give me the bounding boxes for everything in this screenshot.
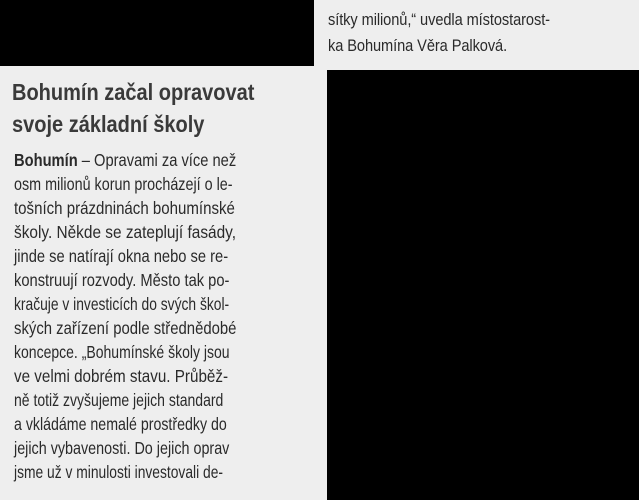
headline-line: Bohumín začal opravovat	[12, 79, 255, 105]
body-line: ně totiž zvyšujeme jejich standard	[14, 390, 224, 410]
continuation-line: ka Bohumína Věra Palková.	[328, 36, 508, 55]
dateline: Bohumín	[14, 150, 78, 170]
headline-line: svoje základní školy	[12, 111, 205, 137]
body-line: jejich vybavenosti. Do jejich oprav	[14, 438, 230, 458]
body-line: školy. Někde se zateplují fasády,	[14, 222, 236, 242]
body-line: koncepce. „Bohumínské školy jsou	[14, 342, 230, 362]
body-line: a vkládáme nemalé prostředky do	[14, 414, 227, 434]
body-line: osm milionů korun procházejí o le-	[14, 174, 233, 194]
body-line: jinde se natírají okna nebo se re-	[14, 246, 229, 266]
body-line: jsme už v minulosti investovali de-	[14, 462, 223, 482]
article-column	[0, 66, 327, 500]
body-line: ských zařízení podle střednědobé	[14, 318, 237, 338]
body-line: kračuje v investicích do svých škol-	[14, 294, 230, 314]
article-first-line	[14, 150, 236, 171]
body-line: tošních prázdninách bohumínské	[14, 198, 235, 218]
continuation-column	[314, 0, 639, 70]
body-line: ve velmi dobrém stavu. Průběž-	[14, 366, 229, 386]
first-line-text: – Opravami za více než	[77, 150, 237, 170]
continuation-line: sítky milionů,“ uvedla místostarost-	[328, 10, 550, 29]
body-line: konstruují rozvody. Město tak po-	[14, 270, 230, 290]
